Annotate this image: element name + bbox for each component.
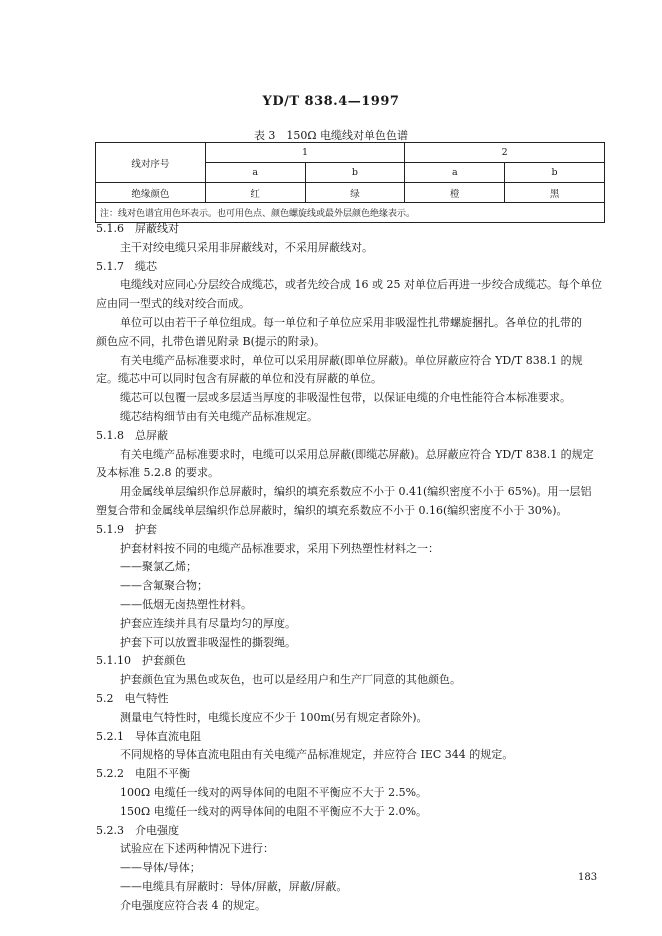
pair-number-cell: 2 (405, 143, 605, 163)
section-heading: 5.1.6 屏蔽线对 (96, 222, 179, 235)
paragraph-line: ——聚氯乙烯； (120, 560, 197, 574)
paragraph-line: 护套下可以放置非吸湿性的撕裂绳。 (120, 635, 296, 649)
paragraph-line: 护套材料按不同的电缆产品标准要求，采用下列热塑性材料之一： (120, 541, 439, 555)
color-cell: 绿 (305, 183, 405, 203)
paragraph-line: 测量电气特性时，电缆长度应不少于 100m(另有规定者除外)。 (120, 710, 428, 724)
paragraph-line: 100Ω 电缆任一线对的两导体间的电阻不平衡应不大于 2.5%。 (120, 786, 428, 799)
paragraph-line: 缆芯结构细节由有关电缆产品标准规定。 (120, 410, 318, 423)
section-heading: 5.2.1 导体直流电阻 (96, 729, 201, 743)
section-heading: 5.2 电气特性 (96, 692, 169, 705)
table-row (96, 203, 605, 223)
pair-number-cell: 1 (205, 143, 405, 163)
paragraph-line: 颜色应不同，扎带色谱见附录 B(提示的附录)。 (96, 334, 326, 348)
paragraph-line: ——导体/导体； (120, 861, 201, 875)
table-row (96, 143, 605, 163)
paragraph-line: 应由同一型式的线对绞合而成。 (96, 297, 250, 311)
section-heading: 5.2.3 介电强度 (96, 823, 179, 837)
paragraph-line: 用金属线单层编织作总屏蔽时，编织的填充系数应不小于 0.41(编织密度不小于 65%)。用一层铝 (120, 485, 592, 499)
paragraph-line: 介电强度应符合表 4 的规定。 (120, 898, 266, 912)
paragraph-line: 150Ω 电缆任一线对的两导体间的电阻不平衡应不大于 2.0%。 (120, 804, 428, 818)
table-row (96, 183, 605, 203)
color-cell: 红 (205, 183, 305, 203)
section-heading: 5.2.2 电阻不平衡 (96, 767, 190, 781)
table-title: 表 3 150Ω 电缆线对单色色谱 (253, 129, 409, 142)
paragraph-line: 及本标准 5.2.8 的要求。 (96, 466, 219, 480)
insulation-color-header: 绝缘颜色 (96, 183, 206, 203)
paragraph-line: ——含氟聚合物； (120, 579, 208, 593)
paragraph-line: 主干对绞电缆只采用非屏蔽线对，不采用屏蔽线对。 (120, 240, 373, 254)
color-cell: 黑 (505, 183, 605, 203)
paragraph-line: 塑复合带和金属线单层编织作总屏蔽时，编织的填充系数应不小于 0.16(编织密度不小于 30%)。 (96, 504, 568, 517)
section-heading: 5.1.7 缆芯 (96, 259, 157, 273)
table-note: 注：线对色谱宜用色环表示。也可用色点、颜色螺旋线或最外层颜色绝缘表示。 (96, 203, 605, 223)
section-heading: 5.1.10 护套颜色 (96, 654, 186, 668)
sub-header-cell: a (205, 163, 305, 183)
paragraph-line: 单位可以由若干子单位组成。每一单位和子单位应采用非吸湿性扎带螺旋捆扎。各单位的扎带的 (120, 316, 582, 329)
paragraph-line: 护套应连续并具有尽量均匀的厚度。 (120, 616, 296, 630)
paragraph-line: ——电缆具有屏蔽时：导体/屏蔽，屏蔽/屏蔽。 (120, 880, 348, 893)
color-cell: 橙 (405, 183, 505, 203)
paragraph-line: 定。缆芯中可以同时包含有屏蔽的单位和没有屏蔽的单位。 (96, 372, 382, 386)
paragraph-line: 试验应在下述两种情况下进行： (120, 842, 274, 856)
section-heading: 5.1.9 护套 (96, 522, 157, 536)
paragraph-line: 不同规格的导体直流电阻由有关电缆产品标准规定，并应符合 IEC 344 的规定。 (120, 748, 514, 762)
paragraph-line: 电缆线对应同心分层绞合成缆芯，或者先绞合成 16 或 25 对单位后再进一步绞合成缆芯。每个单位 (120, 278, 602, 292)
paragraph-line: 有关电缆产品标准要求时，电缆可以采用总屏蔽(即缆芯屏蔽)。总屏蔽应符合 YD/T 838.1 的规定 (120, 447, 594, 461)
paragraph-line: 缆芯可以包覆一层或多层适当厚度的非吸湿性包带，以保证电缆的介电性能符合本标准要求。 (120, 391, 571, 405)
pair-number-header: 线对序号 (96, 143, 206, 183)
paragraph-line: ——低烟无卤热塑性材料。 (120, 598, 252, 611)
color-code-table (95, 142, 605, 223)
sub-header-cell: b (505, 163, 605, 183)
sub-header-cell: b (305, 163, 405, 183)
sub-header-cell: a (405, 163, 505, 183)
section-heading: 5.1.8 总屏蔽 (96, 428, 168, 442)
paragraph-line: 护套颜色宜为黑色或灰色，也可以是经用户和生产厂同意的其他颜色。 (120, 673, 461, 687)
page-number: 183 (578, 872, 598, 883)
document-header: YD/T 838.4—1997 (262, 94, 400, 109)
paragraph-line: 有关电缆产品标准要求时，单位可以采用屏蔽(即单位屏蔽)。单位屏蔽应符合 YD/T 838.1 的规 (120, 353, 583, 367)
